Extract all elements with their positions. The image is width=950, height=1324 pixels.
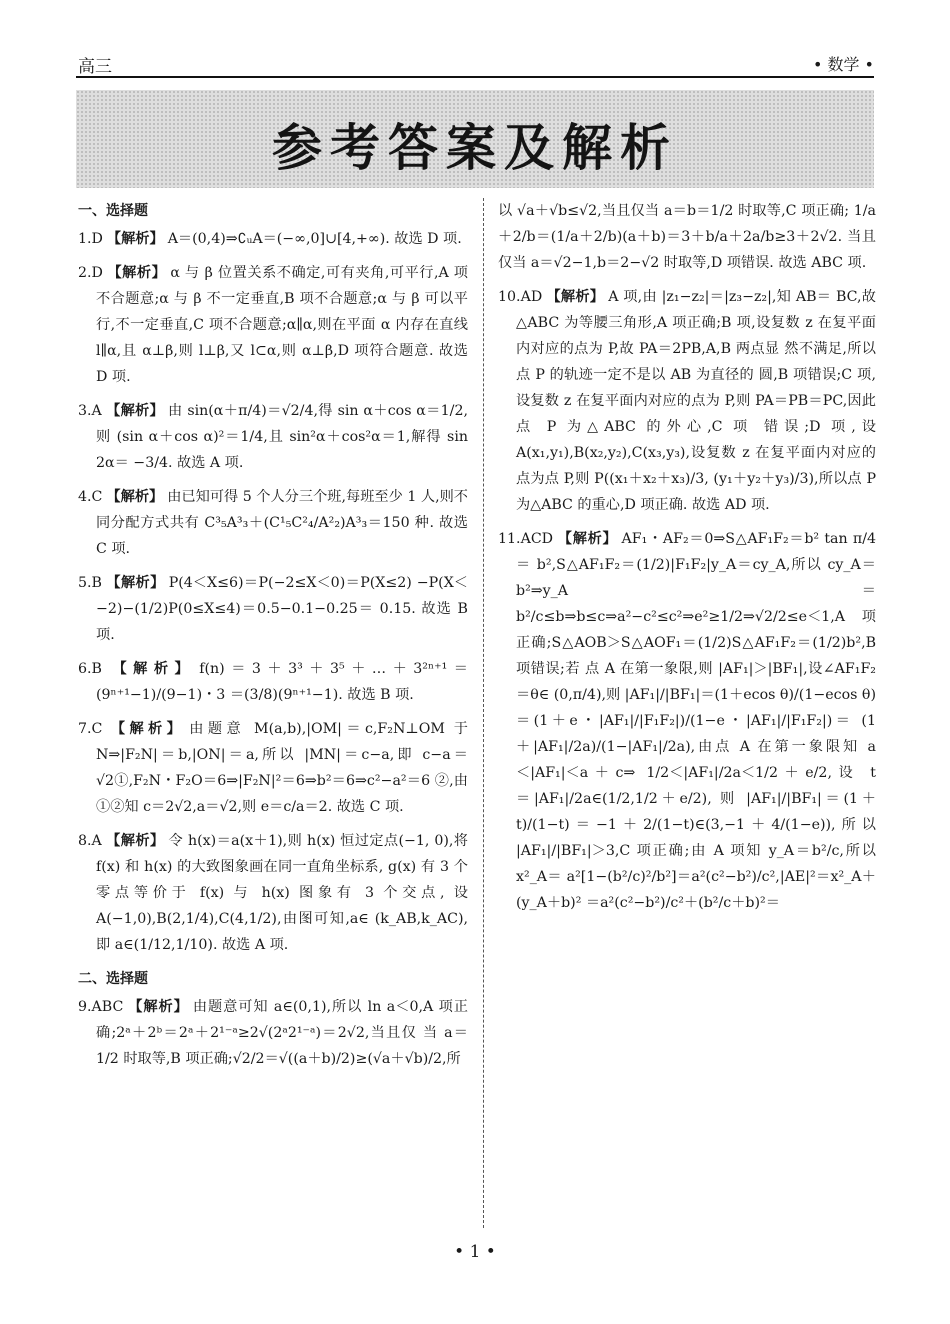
- answer-item-3: [78, 398, 468, 476]
- analysis-tag: 【解析】: [127, 999, 189, 1015]
- analysis-tag: 【解析】: [105, 833, 165, 849]
- right-column: [498, 198, 876, 924]
- analysis-tag: 【解析】: [546, 289, 605, 305]
- analysis-tag: 【解析】: [106, 721, 186, 737]
- answer-item-9-continued: 以 √a＋√b≤√2,当且仅当 a＝b＝1/2 时取等,C 项正确; 1/a＋2/b＝(1/a＋2/b)(a＋b)＝3＋b/a＋2a/b≥3＋2√2. 当且仅当 a＝√2−1,b＝2−√2 时取等,D 项错误. 故选 ABC 项.: [498, 203, 876, 271]
- item-number: 8.: [78, 833, 92, 849]
- title-banner: [76, 90, 874, 188]
- answer-item-1: [78, 226, 468, 252]
- item-number: 5.: [78, 575, 92, 591]
- item-answer: B: [91, 661, 102, 677]
- item-answer: ABC: [91, 999, 124, 1015]
- item-text: 由已知可得 5 个人分三个班,每班至少 1 人,则不同分配方式共有 C³₅A³₃＋(C¹₅C²₄/A²₂)A³₃＝150 种. 故选 C 项.: [96, 489, 468, 557]
- analysis-tag: 【解析】: [105, 403, 165, 419]
- item-text: P(4＜X≤6)＝P(−2≤X＜0)＝P(X≤2) −P(X＜−2)−(1/2)P(0≤X≤4)＝0.5−0.1−0.25＝ 0.15. 故选 B 项.: [96, 575, 468, 643]
- analysis-tag: 【解析】: [106, 265, 167, 281]
- item-number: 6.: [78, 661, 92, 677]
- answer-item-9: [78, 994, 468, 1072]
- item-number: 3.: [78, 403, 92, 419]
- analysis-tag: 【解析】: [557, 531, 618, 547]
- page-title: 参考答案及解析: [272, 119, 678, 177]
- analysis-tag: 【解析】: [106, 231, 164, 247]
- answer-item-11: [498, 526, 876, 916]
- answer-item-10: [498, 284, 876, 518]
- analysis-tag: 【解析】: [106, 489, 164, 505]
- analysis-tag: 【解析】: [105, 575, 165, 591]
- item-number: 11.: [498, 531, 521, 547]
- section-heading-choice: 一、选择题: [78, 203, 148, 219]
- item-answer: ACD: [520, 531, 554, 547]
- answer-item-7: [78, 716, 468, 820]
- subject-label: • 数学 •: [812, 55, 874, 74]
- item-text: AF₁・AF₂＝0⇒S△AF₁F₂＝b² tan π/4＝ b²,S△AF₁F₂＝(1/2)|F₁F₂|y_A＝cy_A,所以 cy_A＝b²⇒y_A＝ b²/c≤b⇒b≤c⇒a²−c²≤c²⇒e²≥1/2⇒√2/2≤e＜1,A 项 正确;S△AOB＞S△AOF₁＝(1/2)S△AF₁F₂＝(1/2)b²,B 项错误;若 点 A 在第一象限,则 |AF₁|＞|BF₁|,设∠AF₁F₂＝θ∈ (0,π/4),则 |AF₁|/|BF₁|＝(1＋ecos θ)/(1−ecos θ)＝(1＋e・|AF₁|/|F₁F₂|)/(1−e・|AF₁|/|F₁F₂|)＝ (1＋|AF₁|/2a)/(1−|AF₁|/2a),由点 A 在第一象限知 a＜|AF₁|＜a＋c⇒ 1/2＜|AF₁|/2a＜1/2＋e/2,设 t＝|AF₁|/2a∈(1/2,1/2＋e/2), 则 |AF₁|/|BF₁|＝(1＋t)/(1−t)＝−1＋2/(1−t)∈(3,−1＋4/(1−e)),所以 |AF₁|/|BF₁|＞3,C 项正确;由 A 项知 y_A＝b²/c,所以 x²_A＝ a²[1−(b²/c)²/b²]＝a²(c²−b²)/c²,|AE|²＝x²_A＋(y_A＋b)² ＝a²(c²−b²)/c²＋(b²/c＋b)²＝: [516, 531, 876, 911]
- analysis-tag: 【解析】: [105, 661, 196, 677]
- item-text: A 项,由 |z₁−z₂|＝|z₃−z₂|,知 AB＝ BC,故△ABC 为等腰三角形,A 项正确;B 项,设复数 z 在复平面内对应的点为 P,故 PA＝2PB,A,B 两点显 然不满足,所以点 P 的轨迹一定不是以 AB 为直径的 圆,B 项错误;C 项,设复数 z 在复平面内对应的点为 P,则 PA＝PB＝PC,因此点 P 为△ABC 的外心,C 项 错误;D 项,设 A(x₁,y₁),B(x₂,y₂),C(x₃,y₃),设复数 z 在复平面内对应的点为点 P,则 P((x₁＋x₂＋x₃)/3, (y₁＋y₂＋y₃)/3),所以点 P 为△ABC 的重心,D 项正确. 故选 AD 项.: [516, 289, 876, 513]
- item-text: 令 h(x)＝a(x＋1),则 h(x) 恒过定点(−1, 0),将 f(x) 和 h(x) 的大致图象画在同一直角坐标系, g(x) 有 3 个零点等价于 f(x) 与 h(x) 图象有 3 个交点, 设 A(−1,0),B(2,1/4),C(4,1/2),由图可知,a∈ (k_AB,k_AC),即 a∈(1/12,1/10). 故选 A 项.: [96, 833, 468, 953]
- page-header: [76, 50, 874, 78]
- item-text: α 与 β 位置关系不确定,可有夹角,可平行,A 项不合题意;α 与 β 不一定垂直,B 项不合题意;α 与 β 可以平行,不一定垂直,C 项不合题意;α∥α,则在平面 α 内存在直线 l∥α,且 α⊥β,则 l⊥β,又 l⊂α,则 α⊥β,D 项符合题意. 故选 D 项.: [96, 265, 468, 385]
- item-number: 2.: [78, 265, 92, 281]
- item-number: 9.: [78, 999, 92, 1015]
- item-number: 7.: [78, 721, 92, 737]
- item-text: f(n)＝3＋3³＋3⁵＋…＋3²ⁿ⁺¹＝(9ⁿ⁺¹−1)/(9−1)・3 ＝(3/8)(9ⁿ⁺¹−1). 故选 B 项.: [96, 661, 468, 703]
- item-text: 由 sin(α＋π/4)＝√2/4,得 sin α＋cos α＝1/2,则 (sin α＋cos α)²＝1/4,且 sin²α＋cos²α＝1,解得 sin 2α＝ −3/4. 故选 A 项.: [96, 403, 468, 471]
- page-number: • 1 •: [454, 1242, 496, 1262]
- item-number: 4.: [78, 489, 92, 505]
- item-answer: D: [91, 231, 103, 247]
- item-answer: C: [91, 489, 103, 505]
- item-number: 1.: [78, 231, 92, 247]
- item-text: 由题意 M(a,b),|OM|＝c,F₂N⊥OM 于 N⇒|F₂N|＝b,|ON|＝a,所以 |MN|＝c−a,即 c−a＝ √2①,F₂N・F₂O＝6⇒|F₂N|²＝6⇒b²＝6⇒c²−a²＝6 ②,由①②知 c＝2√2,a＝√2,则 e＝c/a＝2. 故选 C 项.: [96, 721, 468, 815]
- answer-item-2: [78, 260, 468, 390]
- item-text: A＝(0,4)⇒∁ᵤA＝(−∞,0]∪[4,+∞). 故选 D 项.: [167, 231, 462, 247]
- section-heading-multi-choice: 二、选择题: [78, 971, 148, 987]
- item-answer: D: [91, 265, 103, 281]
- answer-item-5: [78, 570, 468, 648]
- item-number: 10.: [498, 289, 521, 305]
- item-answer: B: [91, 575, 102, 591]
- grade-label: 高三: [78, 57, 112, 77]
- item-answer: A: [91, 833, 102, 849]
- item-text: 由题意可知 a∈(0,1),所以 ln a＜0,A 项正确;2ᵃ＋2ᵇ＝2ᵃ＋2¹⁻ᵃ≥2√(2ᵃ2¹⁻ᵃ)＝2√2,当且仅 当 a＝1/2 时取等,B 项正确;√2/2＝√((a＋b)/2)≥(√a＋√b)/2,所: [96, 999, 468, 1067]
- left-column: [78, 198, 468, 1080]
- answer-item-8: [78, 828, 468, 958]
- item-answer: A: [91, 403, 102, 419]
- answer-item-6: [78, 656, 468, 708]
- column-divider: [483, 198, 484, 1228]
- item-answer: AD: [520, 289, 543, 305]
- item-answer: C: [91, 721, 103, 737]
- answer-item-4: [78, 484, 468, 562]
